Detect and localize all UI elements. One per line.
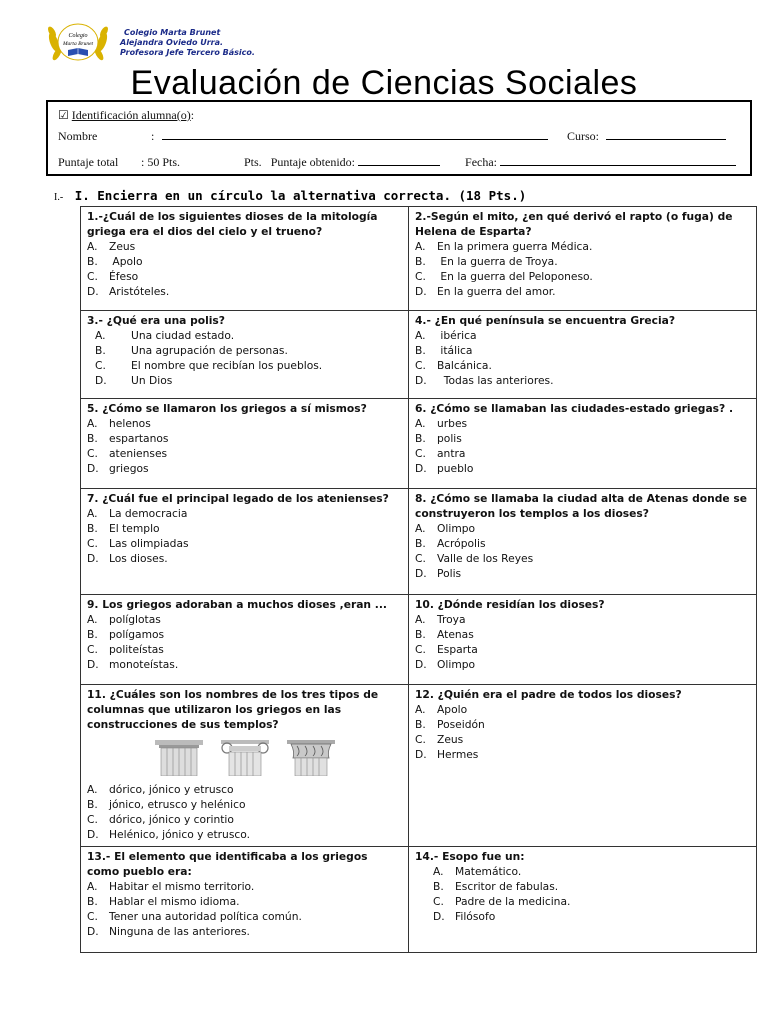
option-d[interactable]: [87, 924, 402, 939]
section-number: I.-: [54, 192, 64, 203]
option-letter: A.: [87, 240, 98, 253]
option-d[interactable]: [87, 551, 402, 566]
option-c[interactable]: [415, 269, 750, 284]
option-letter: B.: [415, 718, 426, 731]
pts-label: Pts.: [244, 155, 262, 169]
option-letter: A.: [415, 240, 426, 253]
option-letter: B.: [87, 255, 98, 268]
option-letter: B.: [433, 880, 444, 893]
option-letter: A.: [415, 522, 426, 535]
option-text: La democracia: [109, 507, 188, 520]
option-letter: C.: [433, 895, 444, 908]
question-cell-3: [81, 311, 409, 399]
option-letter: C.: [87, 643, 98, 656]
puntaje-obtenido-field[interactable]: [358, 154, 440, 166]
option-text: Troya: [437, 613, 466, 626]
option-b[interactable]: [87, 797, 402, 812]
option-letter: D.: [87, 552, 99, 565]
option-text: En la guerra del amor.: [437, 285, 556, 298]
question-cell-12: [409, 685, 757, 847]
question-7-text: 7. ¿Cuál fue el principal legado de los atenienses?: [87, 492, 389, 505]
option-text: Acrópolis: [437, 537, 486, 550]
option-text: Una agrupación de personas.: [131, 344, 288, 357]
option-letter: A.: [433, 865, 444, 878]
option-d[interactable]: [415, 284, 750, 299]
option-letter: B.: [415, 432, 426, 445]
question-row: [81, 311, 757, 399]
option-letter: A.: [415, 329, 426, 342]
options-list: [87, 328, 402, 388]
option-text: Balcánica.: [437, 359, 492, 372]
option-c[interactable]: [87, 909, 402, 924]
option-d[interactable]: [415, 747, 750, 762]
option-text: espartanos: [109, 432, 169, 445]
option-letter: B.: [415, 537, 426, 550]
question-cell-7: [81, 489, 409, 595]
option-letter: C.: [87, 813, 98, 826]
question-cell-10: [409, 595, 757, 685]
option-b[interactable]: [415, 717, 750, 732]
question-cell-13: [81, 847, 409, 953]
school-info: [120, 28, 255, 58]
checkbox-icon: ☑: [58, 108, 69, 122]
logo-text-1: Colegio: [68, 33, 88, 39]
question-row: [81, 595, 757, 685]
puntaje-row: [58, 154, 736, 170]
question-row: [81, 847, 757, 953]
option-text: politeístas: [109, 643, 164, 656]
option-d[interactable]: [433, 909, 750, 924]
curso-field[interactable]: [606, 128, 726, 140]
option-a[interactable]: [87, 782, 402, 797]
option-letter: B.: [87, 798, 98, 811]
option-letter: C.: [415, 447, 426, 460]
option-text: pueblo: [437, 462, 474, 475]
option-text: Helénico, jónico y etrusco.: [109, 828, 251, 841]
option-letter: B.: [87, 895, 98, 908]
option-text: Aristóteles.: [109, 285, 170, 298]
option-text: Esparta: [437, 643, 478, 656]
option-letter: A.: [87, 507, 98, 520]
option-letter: A.: [87, 880, 98, 893]
option-letter: C.: [87, 537, 98, 550]
option-text: Éfeso: [109, 270, 139, 283]
option-text: Olimpo: [437, 522, 476, 535]
option-b[interactable]: [415, 431, 750, 446]
school-name: Colegio Marta Brunet: [124, 28, 221, 37]
option-text: Habitar el mismo territorio.: [109, 880, 255, 893]
options-list: [415, 702, 750, 762]
question-row: [81, 399, 757, 489]
option-b[interactable]: [433, 879, 750, 894]
option-letter: C.: [415, 359, 426, 372]
section-heading: I. Encierra en un círculo la alternativa correcta. (18 Pts.): [74, 188, 527, 203]
nombre-label: Nombre: [58, 129, 98, 143]
option-c[interactable]: [87, 812, 402, 827]
option-a[interactable]: [415, 521, 750, 536]
options-list: [87, 506, 402, 566]
option-text: Valle de los Reyes: [437, 552, 534, 565]
doric-column-icon: [153, 738, 205, 776]
question-13-text: 13.- El elemento que identificaba a los griegos como pueblo era:: [87, 850, 368, 878]
option-d[interactable]: [415, 373, 750, 388]
option-letter: D.: [415, 462, 427, 475]
options-list: [415, 239, 750, 299]
question-cell-6: [409, 399, 757, 489]
option-text: helenos: [109, 417, 151, 430]
option-letter: A.: [87, 783, 98, 796]
option-c[interactable]: [87, 446, 402, 461]
fecha-field[interactable]: [500, 154, 736, 166]
options-list: [87, 416, 402, 476]
option-text: Olimpo: [437, 658, 476, 671]
question-14-text: 14.- Esopo fue un:: [415, 850, 525, 863]
option-b[interactable]: [415, 627, 750, 642]
option-text: Un Dios: [131, 374, 173, 387]
option-text: Padre de la medicina.: [455, 895, 571, 908]
corinthian-column-icon: [285, 738, 337, 776]
option-a[interactable]: [87, 612, 402, 627]
option-c[interactable]: [95, 358, 402, 373]
option-c[interactable]: [87, 642, 402, 657]
question-11-text: 11. ¿Cuáles son los nombres de los tres tipos de columnas que utilizaron los griegos en las construcciones de sus templos?: [87, 688, 379, 731]
section-title: [54, 188, 526, 203]
nombre-field[interactable]: [162, 128, 548, 140]
question-6-text: 6. ¿Cómo se llamaban las ciudades-estado griegas? .: [415, 402, 734, 415]
options-list: [87, 239, 402, 299]
option-text: itálica: [437, 344, 473, 357]
option-text: Los dioses.: [109, 552, 168, 565]
option-text: antra: [437, 447, 466, 460]
school-logo: [46, 18, 110, 66]
option-text: Tener una autoridad política común.: [109, 910, 302, 923]
option-a[interactable]: [433, 864, 750, 879]
puntaje-obtenido-label: Puntaje obtenido:: [270, 155, 356, 169]
option-text: En la primera guerra Médica.: [437, 240, 593, 253]
option-letter: D.: [415, 285, 427, 298]
option-d[interactable]: [87, 284, 402, 299]
option-text: En la guerra de Troya.: [437, 255, 558, 268]
option-text: En la guerra del Peloponeso.: [437, 270, 593, 283]
curso-label: Curso:: [567, 129, 600, 143]
question-4-text: 4.- ¿En qué península se encuentra Grecia?: [415, 314, 676, 327]
option-letter: A.: [87, 613, 98, 626]
option-d[interactable]: [87, 461, 402, 476]
page-title: Evaluación de Ciencias Sociales: [130, 64, 638, 102]
option-text: Filósofo: [455, 910, 496, 923]
option-letter: A.: [95, 329, 106, 342]
option-text: dórico, jónico y corintio: [109, 813, 234, 826]
option-letter: B.: [415, 344, 426, 357]
nombre-colon: :: [151, 129, 155, 143]
option-text: políglotas: [109, 613, 161, 626]
option-b[interactable]: [95, 343, 402, 358]
option-d[interactable]: [87, 657, 402, 672]
identification-heading-row: [58, 108, 194, 123]
option-a[interactable]: [87, 879, 402, 894]
option-letter: D.: [87, 462, 99, 475]
puntaje-total-label: Puntaje total: [58, 155, 119, 169]
option-letter: C.: [87, 270, 98, 283]
question-12-text: 12. ¿Quién era el padre de todos los dioses?: [415, 688, 682, 701]
option-text: Todas las anteriores.: [437, 374, 554, 387]
option-b[interactable]: [415, 254, 750, 269]
teacher-name: Alejandra Oviedo Urra.: [120, 38, 224, 47]
option-a[interactable]: [87, 416, 402, 431]
option-text: polis: [437, 432, 462, 445]
options-list: [415, 328, 750, 388]
option-letter: D.: [415, 374, 427, 387]
option-letter: B.: [415, 255, 426, 268]
options-list: [87, 612, 402, 672]
option-a[interactable]: [415, 239, 750, 254]
option-letter: C.: [415, 643, 426, 656]
option-text: Zeus: [437, 733, 464, 746]
option-letter: C.: [415, 270, 426, 283]
options-list: [415, 864, 750, 924]
option-letter: B.: [87, 628, 98, 641]
option-c[interactable]: [433, 894, 750, 909]
option-letter: D.: [95, 374, 107, 387]
question-row: [81, 685, 757, 847]
option-text: Escritor de fabulas.: [455, 880, 559, 893]
option-b[interactable]: [87, 894, 402, 909]
puntaje-total-value: : 50 Pts.: [141, 155, 181, 169]
option-b[interactable]: [415, 343, 750, 358]
option-a[interactable]: [415, 328, 750, 343]
question-10-text: 10. ¿Dónde residían los dioses?: [415, 598, 605, 611]
option-b[interactable]: [87, 254, 402, 269]
option-letter: C.: [95, 359, 106, 372]
teacher-role: Profesora Jefe Tercero Básico.: [120, 48, 255, 57]
option-d[interactable]: [415, 461, 750, 476]
option-d[interactable]: [87, 827, 402, 842]
option-text: griegos: [109, 462, 149, 475]
option-c[interactable]: [415, 446, 750, 461]
option-text: Atenas: [437, 628, 474, 641]
option-letter: C.: [415, 552, 426, 565]
option-letter: D.: [415, 658, 427, 671]
fecha-label: Fecha:: [465, 155, 498, 169]
option-text: Ninguna de las anteriores.: [109, 925, 250, 938]
question-row: [81, 489, 757, 595]
option-text: El templo: [109, 522, 160, 535]
option-text: Hermes: [437, 748, 479, 761]
option-c[interactable]: [87, 536, 402, 551]
option-a[interactable]: [87, 506, 402, 521]
option-text: ibérica: [437, 329, 477, 342]
option-c[interactable]: [87, 269, 402, 284]
options-list: [415, 521, 750, 581]
option-letter: C.: [87, 447, 98, 460]
option-text: Poseidón: [437, 718, 485, 731]
option-text: Apolo: [109, 255, 143, 268]
question-9-text: 9. Los griegos adoraban a muchos dioses ,eran ...: [87, 598, 387, 611]
option-a[interactable]: [95, 328, 402, 343]
option-letter: B.: [87, 522, 98, 535]
option-letter: D.: [87, 828, 99, 841]
questions-table: [80, 206, 757, 953]
option-letter: A.: [415, 703, 426, 716]
option-text: Apolo: [437, 703, 468, 716]
options-list: [87, 879, 402, 939]
option-text: polígamos: [109, 628, 165, 641]
question-cell-9: [81, 595, 409, 685]
option-d[interactable]: [415, 566, 750, 581]
identification-heading: Identificación alumna(o): [71, 108, 191, 122]
option-c[interactable]: [415, 551, 750, 566]
options-list: [415, 416, 750, 476]
question-1-text: 1.-¿Cuál de los siguientes dioses de la mitología griega era el dios del cielo y el trueno?: [87, 210, 378, 238]
option-d[interactable]: [415, 657, 750, 672]
option-text: Las olimpiadas: [109, 537, 189, 550]
option-text: Una ciudad estado.: [131, 329, 235, 342]
options-list: [87, 782, 402, 842]
option-letter: D.: [415, 748, 427, 761]
option-d[interactable]: [95, 373, 402, 388]
greek-columns-illustration: [87, 738, 402, 776]
option-letter: A.: [415, 613, 426, 626]
question-cell-11: [81, 685, 409, 847]
option-letter: A.: [415, 417, 426, 430]
question-cell-4: [409, 311, 757, 399]
option-b[interactable]: [87, 521, 402, 536]
logo-text-2: Marta Brunet: [62, 41, 94, 47]
option-text: jónico, etrusco y helénico: [109, 798, 246, 811]
option-c[interactable]: [415, 642, 750, 657]
option-text: Matemático.: [455, 865, 522, 878]
option-b[interactable]: [415, 536, 750, 551]
question-cell-2: [409, 207, 757, 311]
question-3-text: 3.- ¿Qué era una polis?: [87, 314, 225, 327]
question-8-text: 8. ¿Cómo se llamaba la ciudad alta de Atenas donde se construyeron los templos a los dioses?: [415, 492, 747, 520]
option-letter: D.: [87, 925, 99, 938]
option-letter: D.: [433, 910, 445, 923]
option-text: urbes: [437, 417, 468, 430]
option-letter: C.: [415, 733, 426, 746]
option-text: atenienses: [109, 447, 168, 460]
option-text: Zeus: [109, 240, 136, 253]
option-text: Hablar el mismo idioma.: [109, 895, 240, 908]
option-letter: B.: [87, 432, 98, 445]
option-text: El nombre que recibían los pueblos.: [131, 359, 323, 372]
option-b[interactable]: [87, 431, 402, 446]
option-text: monoteístas.: [109, 658, 179, 671]
option-letter: C.: [87, 910, 98, 923]
option-letter: B.: [95, 344, 106, 357]
identification-heading-colon: :: [190, 108, 195, 122]
question-2-text: 2.-Según el mito, ¿en qué derivó el rapto (o fuga) de Helena de Esparta?: [415, 210, 733, 238]
nombre-row: [58, 128, 726, 144]
option-text: dórico, jónico y etrusco: [109, 783, 234, 796]
ionic-column-icon: [219, 738, 271, 776]
option-a[interactable]: [87, 239, 402, 254]
option-letter: D.: [87, 658, 99, 671]
question-cell-14: [409, 847, 757, 953]
question-5-text: 5. ¿Cómo se llamaron los griegos a sí mismos?: [87, 402, 367, 415]
question-cell-8: [409, 489, 757, 595]
option-a[interactable]: [415, 612, 750, 627]
option-letter: D.: [415, 567, 427, 580]
identification-box: [46, 100, 752, 176]
option-letter: B.: [415, 628, 426, 641]
option-b[interactable]: [87, 627, 402, 642]
options-list: [415, 612, 750, 672]
option-letter: D.: [87, 285, 99, 298]
option-a[interactable]: [415, 416, 750, 431]
question-cell-1: [81, 207, 409, 311]
question-cell-5: [81, 399, 409, 489]
option-c[interactable]: [415, 358, 750, 373]
option-text: Polis: [437, 567, 462, 580]
option-letter: A.: [87, 417, 98, 430]
option-c[interactable]: [415, 732, 750, 747]
question-row: [81, 207, 757, 311]
option-a[interactable]: [415, 702, 750, 717]
